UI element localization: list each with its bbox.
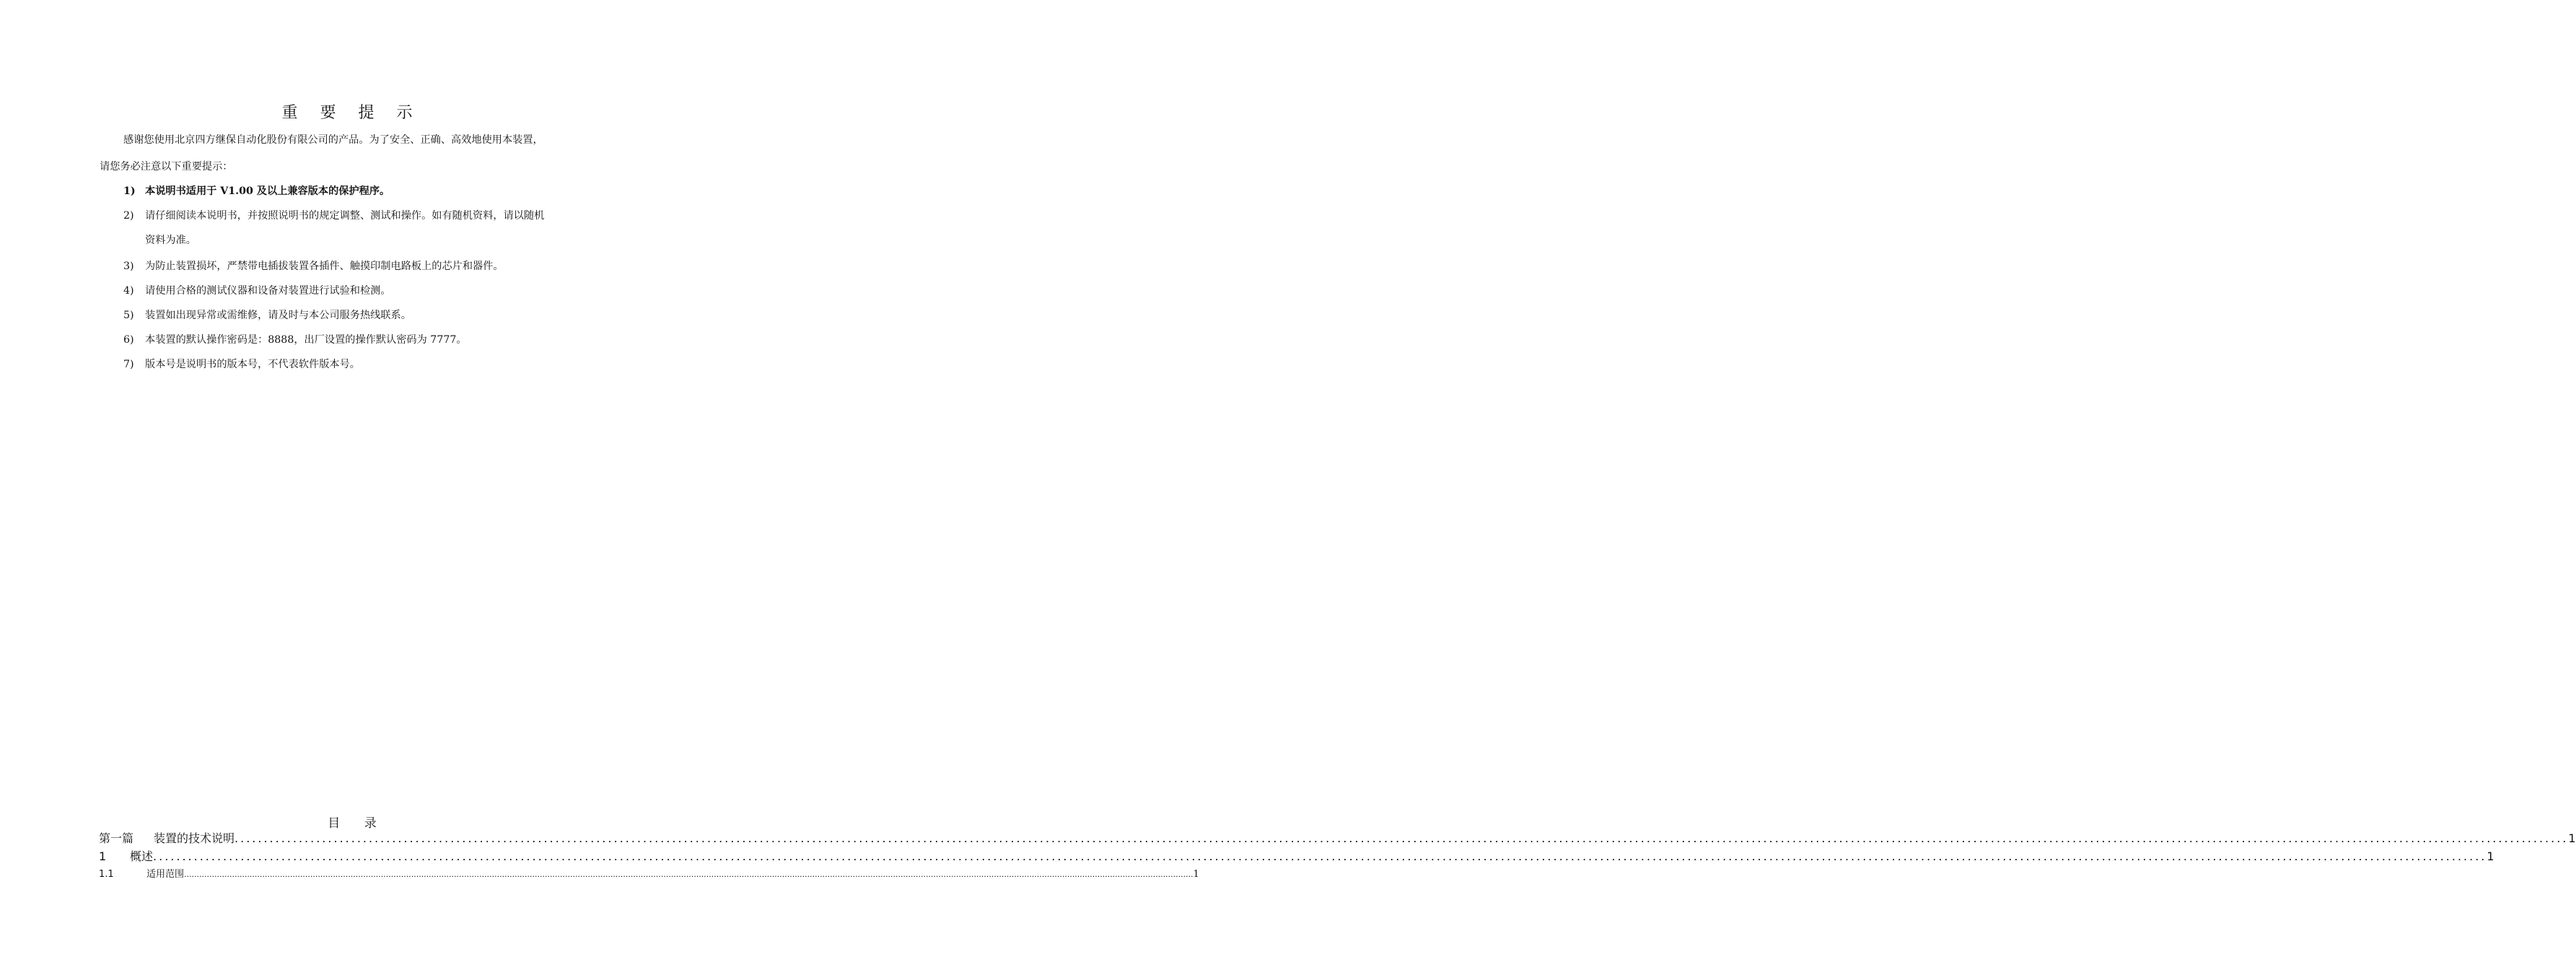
notice-item-text: 请仔细阅读本说明书，并按照说明书的规定调整、测试和操作。如有随机资料，请以随机 xyxy=(145,210,545,222)
notice-item-number: 1) xyxy=(123,185,136,197)
notice-item-text: 本说明书适用于 V1.00 及以上兼容版本的保护程序。 xyxy=(145,185,390,197)
notice-item-number: 4) xyxy=(123,285,134,297)
notice-item-text: 本装置的默认操作密码是：8888，出厂设置的操作默认密码为 7777。 xyxy=(145,334,467,346)
notice-item-text: 版本号是说明书的版本号，不代表软件版本号。 xyxy=(145,359,360,370)
notice-item-text: 装置如出现异常或需维修，请及时与本公司服务热线联系。 xyxy=(145,310,411,321)
notice-item-number: 7) xyxy=(123,359,134,370)
toc-entry-label: 装置的技术说明 xyxy=(154,831,235,845)
toc-entry[interactable] xyxy=(99,868,1199,881)
notice-intro-line-1: 感谢您使用北京四方继保自动化股份有限公司的产品。为了安全、正确、高效地使用本装置， xyxy=(123,134,543,146)
notice-item-text-continuation: 资料为准。 xyxy=(145,235,196,246)
notice-item-text: 请使用合格的测试仪器和设备对装置进行试验和检测。 xyxy=(145,285,391,297)
toc-dot-leader: ................................................................................................................................................................................................................................................................................................................................................................................................................ xyxy=(235,831,2569,845)
toc-entry-number: 1 xyxy=(99,849,107,863)
notice-item-number: 2) xyxy=(123,210,134,222)
toc-entry[interactable] xyxy=(99,831,2576,846)
notice-item-number: 6) xyxy=(123,334,134,346)
toc-dot-leader: ................................................................................................................................................................................................................................................................................................................................................................................................................ xyxy=(184,870,1193,879)
toc-entry-label: 适用范围 xyxy=(146,869,185,880)
toc-title: 目 录 xyxy=(328,816,387,831)
notice-item-text: 为防止装置损坏，严禁带电插拔装置各插件、触摸印制电路板上的芯片和器件。 xyxy=(145,261,504,272)
toc-entry-page: 1 xyxy=(2568,831,2576,845)
toc-entry-label: 概述 xyxy=(130,849,154,863)
toc-entry[interactable] xyxy=(99,849,2494,864)
toc-entry-page: 1 xyxy=(1193,869,1199,880)
notice-item-number: 3) xyxy=(123,261,134,272)
toc-entry-number: 1.1 xyxy=(99,869,114,880)
toc-entry-number: 第一篇 xyxy=(99,831,134,845)
notice-title: 重 要 提 示 xyxy=(281,104,421,122)
notice-item-number: 5) xyxy=(123,310,134,321)
notice-intro-line-2: 请您务必注意以下重要提示： xyxy=(100,161,233,172)
toc-dot-leader: ................................................................................................................................................................................................................................................................................................................................................................................................................ xyxy=(153,849,2487,863)
toc-entry-page: 1 xyxy=(2487,849,2494,863)
